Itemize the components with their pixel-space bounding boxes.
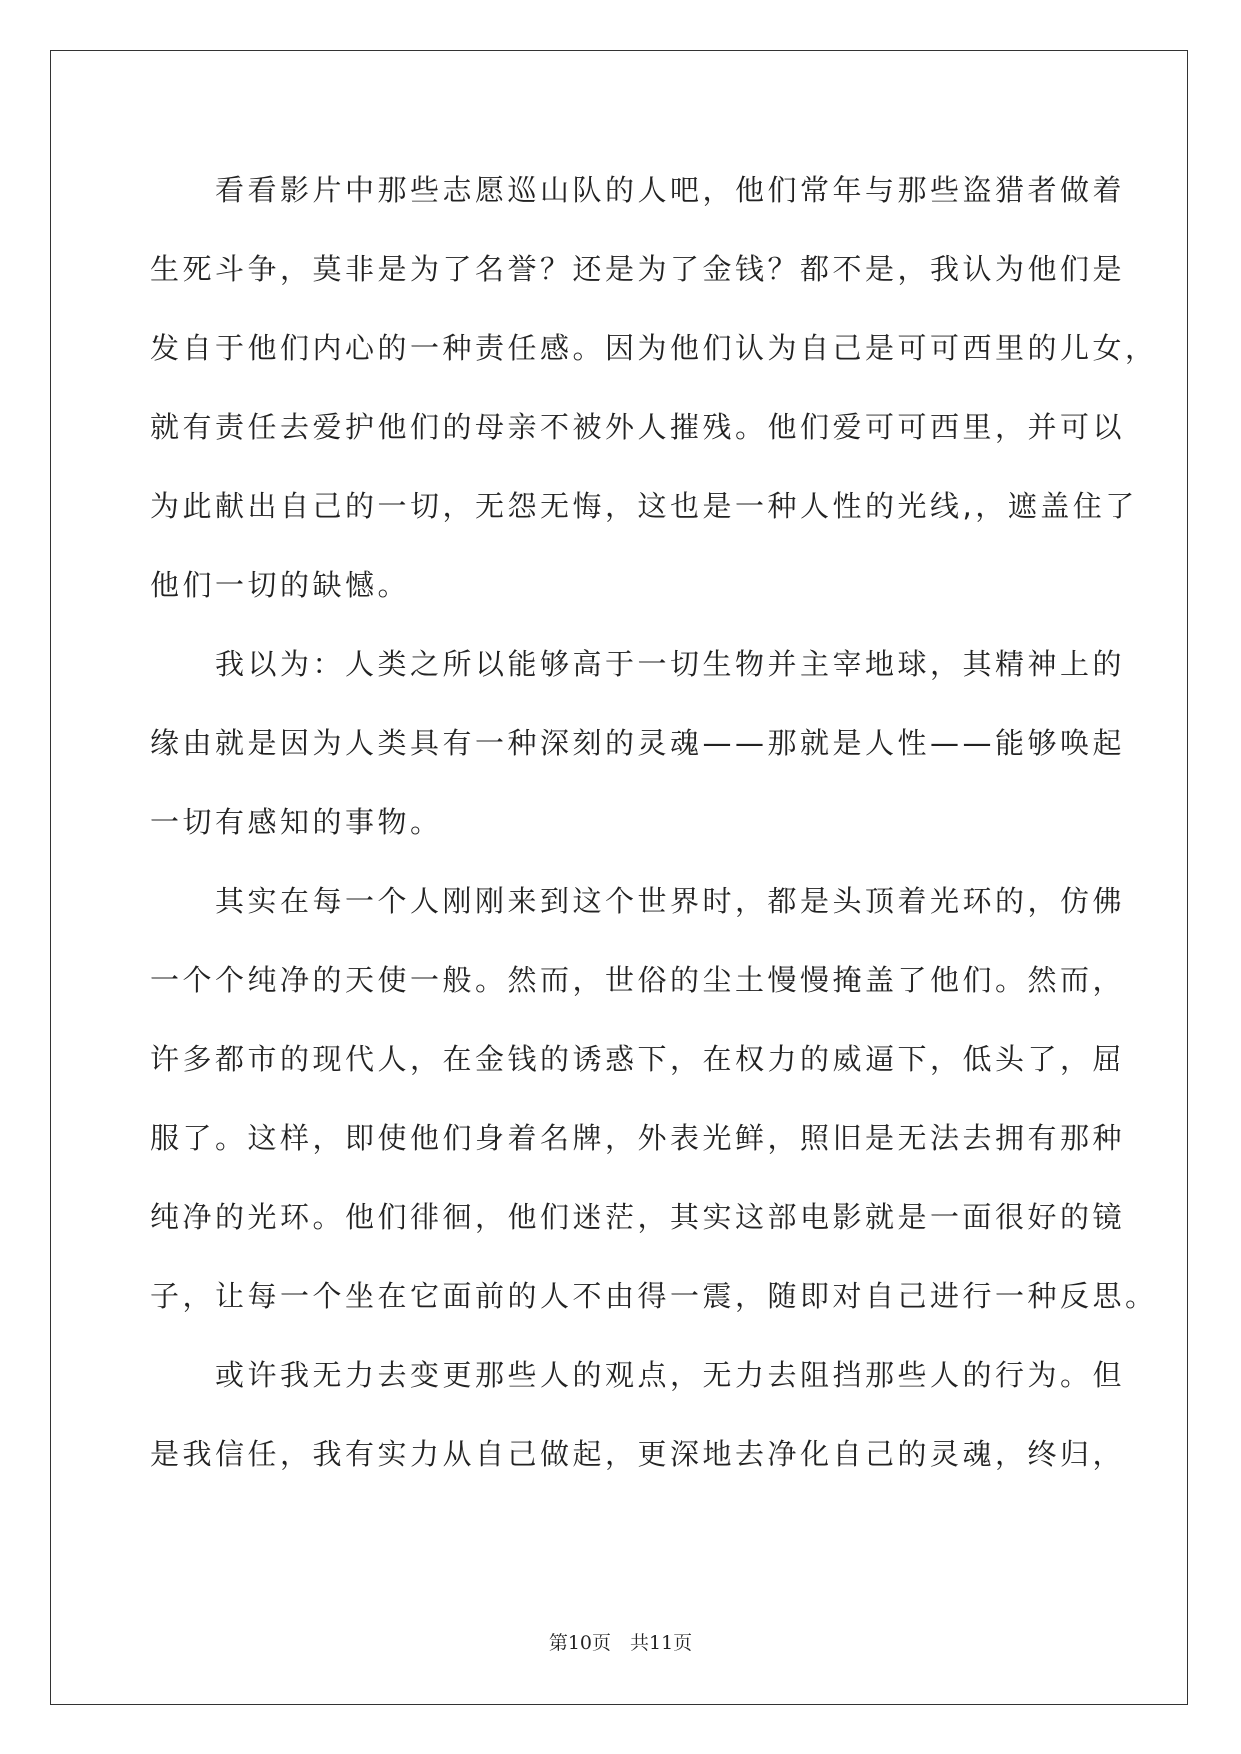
text-line: 是我信任，我有实力从自己做起，更深地去净化自己的灵魂，终归， — [150, 1437, 1126, 1471]
body-text — [150, 151, 1158, 1494]
text-line: 他们一切的缺憾。 — [150, 568, 411, 602]
text-line: 子，让每一个坐在它面前的人不由得一震，随即对自己进行一种反思。 — [150, 1279, 1158, 1313]
text-line: 发自于他们内心的一种责任感。因为他们认为自己是可可西里的儿女， — [150, 331, 1158, 365]
text-line: 生死斗争，莫非是为了名誉？还是为了金钱？都不是，我认为他们是 — [150, 252, 1126, 286]
text-line: 为此献出自己的一切，无怨无悔，这也是一种人性的光线,，遮盖住了 — [150, 489, 1138, 523]
text-line: 缘由就是因为人类具有一种深刻的灵魂——那就是人性——能够唤起 — [150, 726, 1126, 760]
text-line: 看看影片中那些志愿巡山队的人吧，他们常年与那些盗猎者做着 — [150, 173, 1126, 207]
text-line: 一个个纯净的天使一般。然而，世俗的尘土慢慢掩盖了他们。然而， — [150, 963, 1126, 997]
text-line: 服了。这样，即使他们身着名牌，外表光鲜，照旧是无法去拥有那种 — [150, 1121, 1126, 1155]
text-line: 或许我无力去变更那些人的观点，无力去阻挡那些人的行为。但 — [150, 1358, 1126, 1392]
page-number: 第10页 共11页 — [548, 1632, 693, 1654]
page-footer — [0, 1628, 1241, 1655]
text-line: 其实在每一个人刚刚来到这个世界时，都是头顶着光环的，仿佛 — [150, 884, 1126, 918]
text-line: 纯净的光环。他们徘徊，他们迷茫，其实这部电影就是一面很好的镜 — [150, 1200, 1126, 1234]
text-line: 许多都市的现代人，在金钱的诱惑下，在权力的威逼下，低头了，屈 — [150, 1042, 1126, 1076]
text-line: 我以为：人类之所以能够高于一切生物并主宰地球，其精神上的 — [150, 647, 1126, 681]
text-line: 一切有感知的事物。 — [150, 805, 443, 839]
text-line: 就有责任去爱护他们的母亲不被外人摧残。他们爱可可西里，并可以 — [150, 410, 1126, 444]
